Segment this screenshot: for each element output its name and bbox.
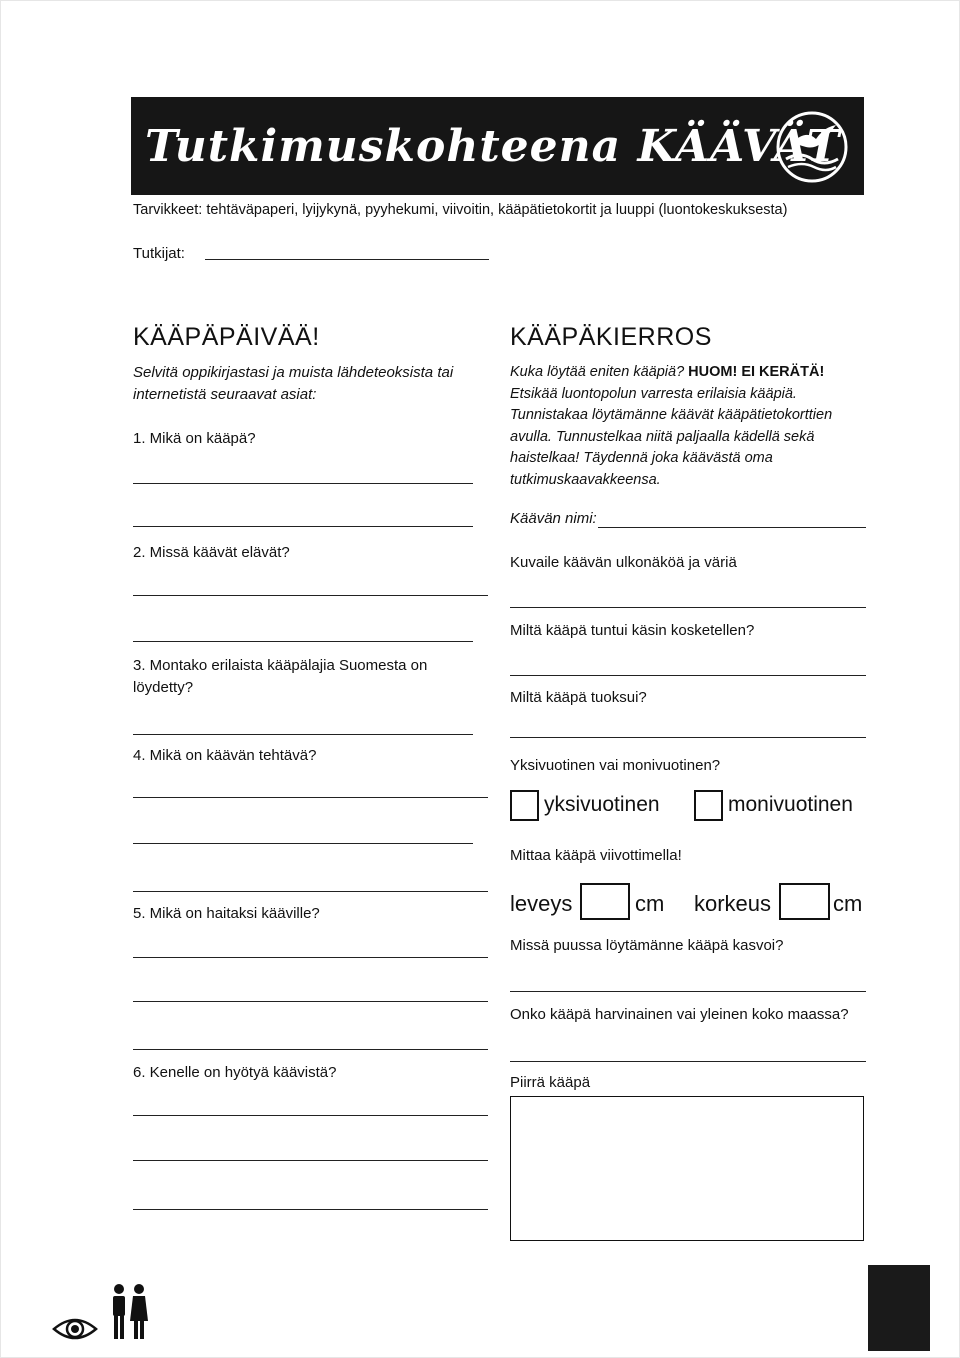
tree-question: Missä puussa löytämänne kääpä kasvoi? (510, 937, 784, 954)
answer-line-2a[interactable] (133, 595, 488, 596)
question-3-line-2: löydetty? (133, 679, 194, 696)
width-label: leveys (510, 891, 573, 916)
answer-line-3[interactable] (133, 734, 473, 735)
answer-line-4b[interactable] (133, 843, 473, 844)
draw-label: Piirrä kääpä (510, 1074, 591, 1091)
task-warning: HUOM! EI KERÄTÄ! (688, 364, 825, 380)
perennial-option-label: monivuotinen (728, 793, 853, 816)
perennial-checkbox[interactable] (694, 790, 723, 821)
smell-answer-line[interactable] (510, 737, 866, 738)
left-heading: KÄÄPÄPÄIVÄÄ! (133, 323, 320, 351)
right-heading: KÄÄPÄKIERROS (510, 323, 712, 351)
height-unit: cm (833, 891, 863, 916)
question-4: 4. Mikä on käävän tehtävä? (133, 747, 317, 764)
width-unit: cm (635, 891, 665, 916)
task-description (510, 362, 866, 491)
left-instructions-2: internetistä seuraavat asiat: (133, 386, 317, 403)
touch-prompt: Miltä kääpä tuntui käsin kosketellen? (510, 622, 755, 639)
answer-line-5b[interactable] (133, 1001, 488, 1002)
left-instructions-1: Selvitä oppikirjastasi ja muista lähdeteoksista tai (133, 364, 454, 381)
measure-instruction: Mittaa kääpä viivottimella! (510, 847, 682, 864)
researchers-label: Tutkijat: (133, 245, 185, 262)
mushroom-name-label: Käävän nimi: (510, 510, 597, 527)
rarity-question: Onko kääpä harvinainen vai yleinen koko maassa? (510, 1006, 849, 1023)
mushroom-name-line[interactable] (598, 527, 866, 528)
task-description-part-1: Kuka löytää eniten kääpiä? (510, 364, 689, 380)
drawing-area[interactable] (510, 1096, 864, 1241)
height-label: korkeus (694, 891, 772, 916)
header-banner (131, 97, 864, 195)
describe-answer-line[interactable] (510, 607, 866, 608)
rarity-answer-line[interactable] (510, 1061, 866, 1062)
people-icon (108, 1283, 150, 1341)
tree-answer-line[interactable] (510, 991, 866, 992)
answer-line-5c[interactable] (133, 1049, 488, 1050)
question-3-line-1: 3. Montako erilaista kääpälajia Suomesta on (133, 657, 428, 674)
touch-answer-line[interactable] (510, 675, 866, 676)
corner-marker (868, 1265, 930, 1351)
answer-line-4c[interactable] (133, 891, 488, 892)
answer-line-6a[interactable] (133, 1115, 488, 1116)
describe-prompt: Kuvaile käävän ulkonäköä ja väriä (510, 554, 737, 571)
researchers-answer-line[interactable] (205, 259, 489, 260)
height-input-box[interactable] (779, 883, 830, 920)
question-1: 1. Mikä on kääpä? (133, 430, 256, 447)
answer-line-1a[interactable] (133, 483, 473, 484)
eye-icon (52, 1313, 98, 1345)
answer-line-1b[interactable] (133, 526, 473, 527)
smell-prompt: Miltä kääpä tuoksui? (510, 689, 647, 706)
answer-line-2b[interactable] (133, 641, 473, 642)
answer-line-5a[interactable] (133, 957, 488, 958)
annual-question: Yksivuotinen vai monivuotinen? (510, 757, 721, 774)
width-input-box[interactable] (580, 883, 630, 920)
bird-over-water-logo (774, 109, 850, 185)
answer-line-4a[interactable] (133, 797, 488, 798)
annual-checkbox[interactable] (510, 790, 539, 821)
question-6: 6. Kenelle on hyötyä käävistä? (133, 1064, 337, 1081)
annual-option-label: yksivuotinen (544, 793, 660, 816)
task-description-part-2: Etsikää luontopolun varresta erilaisia kääpiä. Tunnistakaa löytämänne käävät kääpätietokorttien avulla. Tunnustelkaa niitä paljaalla kädellä sekä haistelkaa! Täydennä joka käävästä oma tutkimuskaavakkeensa. (510, 385, 833, 488)
answer-line-6c[interactable] (133, 1209, 488, 1210)
question-2: 2. Missä käävät elävät? (133, 544, 290, 561)
tools-text: Tarvikkeet: tehtäväpaperi, lyijykynä, pyyhekumi, viivoitin, kääpätietokortit ja luuppi (luontokeskuksesta) (133, 202, 788, 218)
answer-line-6b[interactable] (133, 1160, 488, 1161)
page-title: Tutkimuskohteena KÄÄVÄT (145, 121, 841, 172)
question-5: 5. Mikä on haitaksi kääville? (133, 905, 320, 922)
